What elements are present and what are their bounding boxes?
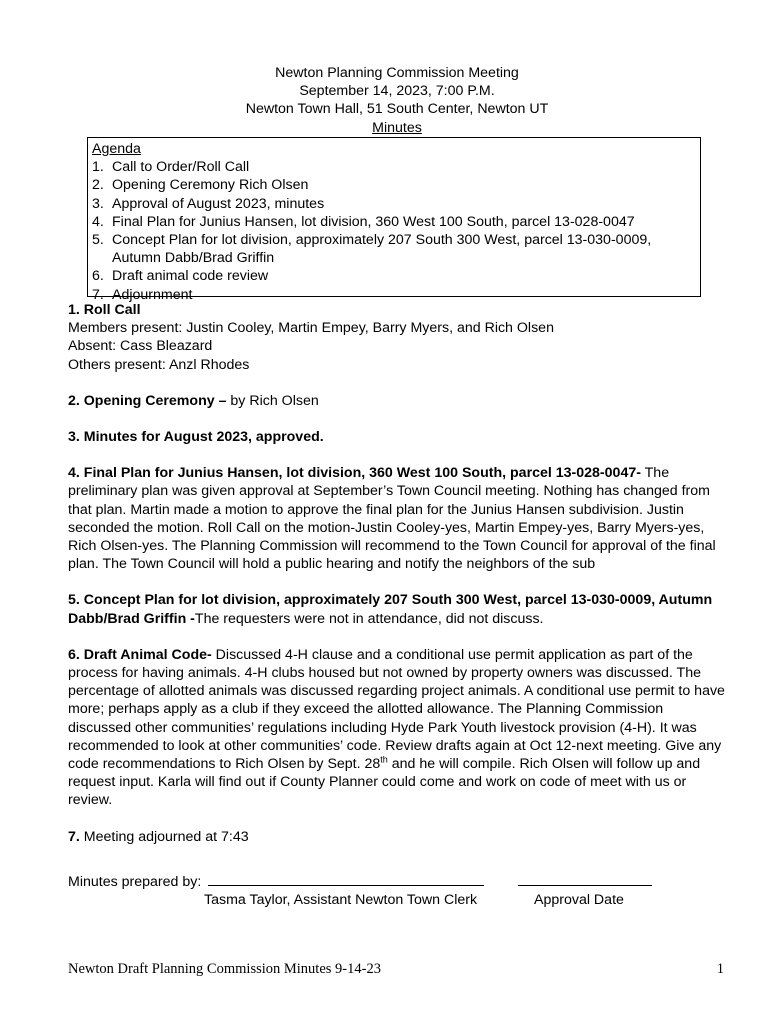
concept-plan-section bbox=[68, 591, 728, 627]
final-plan-section bbox=[68, 464, 728, 573]
agenda-item bbox=[92, 195, 700, 213]
section-heading: 7. bbox=[68, 828, 80, 845]
animal-code-section bbox=[68, 646, 728, 810]
agenda-item-text: Concept Plan for lot division, approximately 207 South 300 West, parcel 13-030-0009, Autumn Dabb/Brad Griffin bbox=[112, 232, 652, 267]
page-number: 1 bbox=[716, 961, 724, 977]
minutes-label: Minutes bbox=[372, 119, 422, 136]
agenda-item bbox=[92, 231, 700, 267]
approval-date-label: Approval Date bbox=[534, 892, 624, 909]
agenda-item-number: 1. bbox=[92, 159, 104, 176]
prepared-by-label: Minutes prepared by: bbox=[68, 874, 202, 890]
agenda-item-number: 3. bbox=[92, 195, 104, 212]
agenda-item-text: Final Plan for Junius Hansen, lot division, 360 West 100 South, parcel 13-028-0047 bbox=[112, 213, 635, 230]
agenda-item bbox=[92, 158, 700, 176]
approval-date-blank bbox=[518, 873, 652, 886]
agenda-box bbox=[87, 137, 701, 303]
adjournment-section bbox=[68, 828, 728, 846]
agenda-item-text: Opening Ceremony Rich Olsen bbox=[112, 177, 309, 194]
agenda-item-text: Call to Order/Roll Call bbox=[112, 159, 250, 176]
agenda-item-number: 6. bbox=[92, 268, 104, 285]
meeting-location: Newton Town Hall, 51 South Center, Newton UT bbox=[245, 101, 549, 118]
signature-names-row bbox=[68, 891, 728, 909]
signature-line-row bbox=[68, 873, 728, 891]
section-text: The preliminary plan was given approval at September’s Town Council meeting. Nothing has changed from that plan. Martin made a motion to approve the final plan for the Junius Hansen subdivision. Justin seconded the motion. Roll Call on the motion-Justin Cooley-yes, Martin Empey-yes, Barry Myers-yes, Rich Olsen-yes. The Planning Commission will recommend to the Town Council for approval of the final plan. The Town Council will hold a public hearing and notify the neighbors of the sub bbox=[68, 465, 716, 573]
agenda-heading: Agenda bbox=[92, 141, 141, 157]
members-present: Members present: Justin Cooley, Martin Empey, Barry Myers, and Rich Olsen bbox=[68, 320, 554, 337]
section-heading: 3. Minutes for August 2023, approved. bbox=[68, 429, 324, 446]
section-heading: 5. Concept Plan for lot division, approximately 207 South 300 West, parcel 13-030-0009, Autumn Dabb/Brad Griffin - bbox=[68, 592, 713, 627]
agenda-item bbox=[92, 213, 700, 231]
signature-blank bbox=[208, 873, 484, 886]
meeting-title: Newton Planning Commission Meeting bbox=[275, 65, 519, 81]
document-header bbox=[0, 64, 770, 137]
minutes-body bbox=[68, 301, 728, 864]
section-heading: 1. Roll Call bbox=[68, 302, 141, 318]
agenda-item bbox=[92, 267, 700, 285]
agenda-item bbox=[92, 176, 700, 194]
section-text: The requesters were not in attendance, did not discuss. bbox=[194, 610, 544, 627]
section-heading: 4. Final Plan for Junius Hansen, lot division, 360 West 100 South, parcel 13-028-0047- bbox=[68, 465, 641, 482]
opening-ceremony-section bbox=[68, 392, 728, 410]
footer-document-name: Newton Draft Planning Commission Minutes 9-14-23 bbox=[68, 961, 381, 977]
page-footer bbox=[68, 960, 724, 978]
section-heading: 6. Draft Animal Code- bbox=[68, 646, 212, 663]
roll-call-section bbox=[68, 301, 728, 374]
agenda-item-text: Draft animal code review bbox=[112, 268, 269, 285]
minutes-approval-section bbox=[68, 428, 728, 446]
meeting-date: September 14, 2023, 7:00 P.M. bbox=[299, 83, 495, 100]
agenda-item-number: 4. bbox=[92, 213, 104, 230]
members-absent: Absent: Cass Bleazard bbox=[68, 338, 213, 355]
section-text: by Rich Olsen bbox=[226, 392, 319, 409]
ordinal-superscript: th bbox=[380, 754, 388, 765]
section-text: Meeting adjourned at 7:43 bbox=[79, 828, 249, 845]
agenda-list bbox=[92, 158, 700, 304]
section-text: and he will compile. Rich Olsen will follow up and request input. Karla will find out if County Planner could come and work on code of meet with us or review. bbox=[68, 756, 701, 809]
signature-block bbox=[68, 873, 728, 909]
agenda-item-text: Approval of August 2023, minutes bbox=[112, 195, 325, 212]
agenda-item-number: 2. bbox=[92, 177, 104, 194]
agenda-item-number: 5. bbox=[92, 232, 104, 249]
section-heading: 2. Opening Ceremony – bbox=[68, 392, 227, 409]
agenda-item-number: 7. bbox=[92, 286, 104, 303]
agenda-item-text: Adjournment bbox=[112, 286, 193, 303]
preparer-name: Tasma Taylor, Assistant Newton Town Clerk bbox=[204, 892, 478, 909]
section-text: Discussed 4-H clause and a conditional use permit application as part of the process for having animals. 4-H clubs housed but not owned by property owners was discussed. The percentage of allotted animals was discussed regarding project animals. A conditional use permit to have more; perhaps apply as a club if they exceed the allotted allowance. The Planning Commission discussed other communities’ regulations including Hyde Park Youth livestock provision (4-H). It was recommended to look at other communities’ code. Review drafts again at Oct 12-next meeting. Give any code recommendations to Rich Olsen by Sept. 28 bbox=[68, 646, 725, 773]
others-present: Others present: Anzl Rhodes bbox=[68, 356, 250, 373]
